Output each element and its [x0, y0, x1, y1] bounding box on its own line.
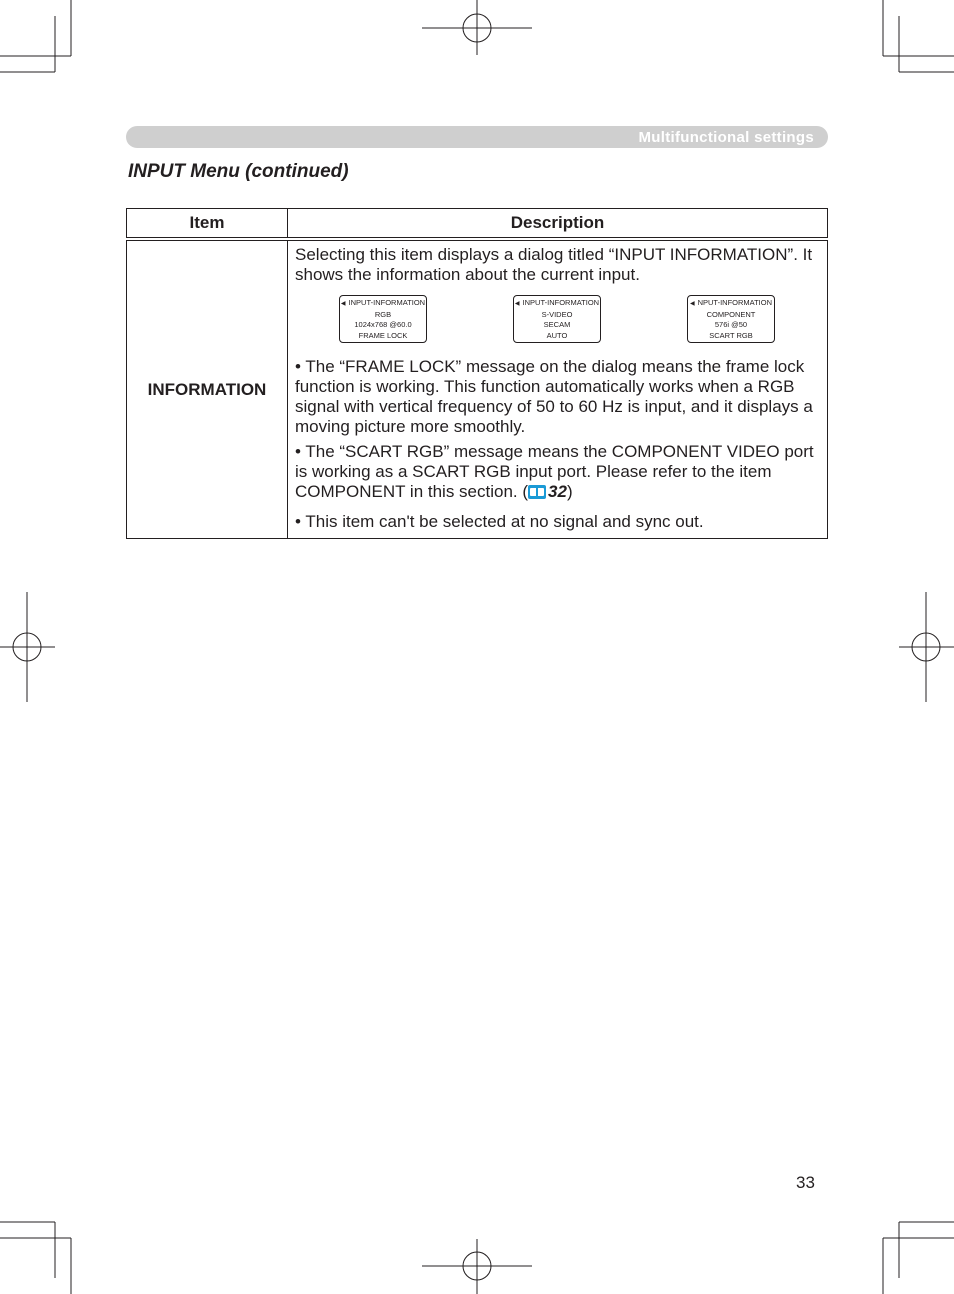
- page-title: INPUT Menu (continued): [128, 161, 349, 182]
- dialog-title: INPUT-INFORMATION: [348, 298, 426, 307]
- dialog-line: SCART RGB: [709, 330, 753, 340]
- input-info-dialog-component: [687, 295, 775, 343]
- book-icon: [528, 485, 546, 499]
- dialog-title: INPUT-INFORMATION: [522, 298, 600, 307]
- dialog-line: COMPONENT: [706, 309, 756, 319]
- column-header-item: Item: [127, 209, 288, 240]
- dialog-line: SECAM: [543, 320, 571, 329]
- column-header-description: Description: [288, 209, 828, 240]
- section-header-bar: [126, 126, 828, 148]
- section-label: Multifunctional settings: [638, 129, 814, 146]
- scart-rgb-note: [295, 442, 821, 502]
- table-header-row: [127, 209, 828, 240]
- dialog-line: 1024x768 @60.0: [354, 320, 412, 329]
- scart-rgb-text: • The “SCART RGB” message means the COMPONENT VIDEO port is working as a SCART RGB input port. Please refer to the item COMPONENT in this section. (: [295, 442, 814, 501]
- description-cell: [288, 239, 828, 539]
- dialog-title: NPUT-INFORMATION: [697, 298, 773, 307]
- triangle-left-icon: ◀: [340, 301, 346, 307]
- page-number: 33: [796, 1173, 815, 1192]
- dialog-line: RGB: [374, 309, 392, 319]
- page-reference-link[interactable]: [528, 482, 567, 501]
- intro-text: Selecting this item displays a dialog titled “INPUT INFORMATION”. It shows the information about the current input.: [295, 245, 813, 284]
- dialog-line: 576i @50: [714, 320, 748, 329]
- triangle-left-icon: ◀: [514, 301, 520, 307]
- scart-rgb-suffix: ): [566, 482, 573, 501]
- input-info-dialog-svideo: [513, 295, 601, 343]
- dialog-line: FRAME LOCK: [358, 330, 408, 340]
- frame-lock-note: • The “FRAME LOCK” message on the dialog means the frame lock function is working. This function automatically works when a RGB signal with vertical frequency of 50 to 60 Hz is input, and it displays a moving picture more smoothly.: [295, 357, 813, 436]
- input-info-dialog-rgb: [339, 295, 427, 343]
- menu-table: [126, 208, 828, 539]
- triangle-left-icon: ◀: [689, 301, 695, 307]
- page-reference-number: 32: [548, 482, 567, 501]
- no-signal-note: • This item can't be selected at no signal and sync out.: [295, 512, 704, 531]
- dialog-line: S-VIDEO: [541, 309, 573, 319]
- dialog-line: AUTO: [546, 330, 568, 340]
- item-name: INFORMATION: [127, 239, 288, 539]
- table-row: [127, 239, 828, 539]
- dialog-examples: [295, 293, 821, 351]
